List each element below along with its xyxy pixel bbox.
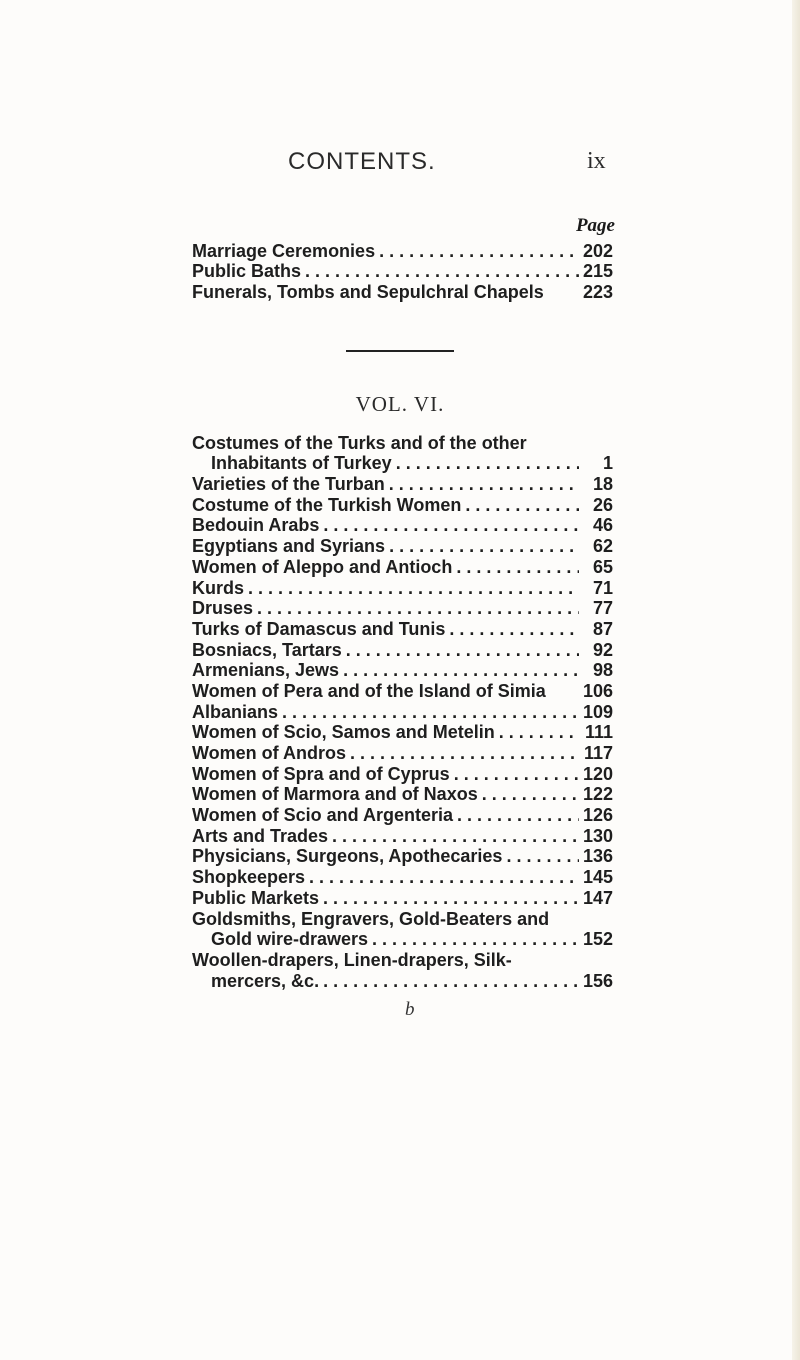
contents-list-volume-vi: [192, 432, 613, 991]
toc-entry-title: Physicians, Surgeons, Apothecaries: [192, 846, 503, 867]
dot-leader: [456, 557, 579, 577]
toc-entry: [192, 722, 613, 743]
dot-leader: [457, 805, 579, 825]
dot-leader: [499, 722, 579, 742]
toc-entry-page: 223: [582, 282, 613, 303]
page-column-heading: Page: [575, 215, 615, 236]
toc-entry-title: Goldsmiths, Engravers, Gold-Beaters and: [192, 908, 550, 929]
toc-entry-title: Egyptians and Syrians: [192, 536, 386, 557]
toc-entry: [192, 866, 613, 887]
toc-entry-page: 26: [592, 494, 613, 515]
toc-entry: [192, 680, 613, 701]
toc-entry: [192, 240, 613, 261]
dot-leader: [257, 598, 579, 618]
dot-leader: [396, 453, 579, 473]
toc-entry-page: 202: [582, 240, 613, 261]
toc-entry-line: [192, 432, 613, 453]
dot-leader: [389, 536, 579, 556]
toc-entry-title: Armenians, Jews: [192, 660, 340, 681]
dot-leader: [454, 764, 579, 784]
dot-leader: [372, 929, 579, 949]
toc-entry-title: Druses: [192, 598, 254, 619]
toc-entry-title: Women of Aleppo and Antioch: [192, 556, 453, 577]
toc-entry-page: 46: [592, 515, 613, 536]
volume-heading: VOL. VI.: [355, 392, 445, 416]
toc-entry-title: Bedouin Arabs: [192, 515, 320, 536]
toc-entry: [192, 281, 613, 302]
toc-entry-line: [192, 908, 613, 929]
toc-entry: [192, 494, 613, 515]
page-edge: [792, 0, 800, 1360]
dot-leader: [343, 660, 579, 680]
toc-entry: [192, 535, 613, 556]
page-title: CONTENTS.: [288, 148, 436, 175]
toc-entry: [192, 742, 613, 763]
dot-leader: [346, 640, 579, 660]
toc-entry: [192, 763, 613, 784]
toc-entry-page: 98: [592, 660, 613, 681]
dot-leader: [305, 261, 579, 281]
toc-entry-title: Arts and Trades: [192, 825, 329, 846]
toc-entry-title: Women of Andros: [192, 743, 346, 763]
toc-entry-page: 92: [592, 639, 613, 660]
dot-leader: [323, 971, 579, 991]
toc-entry: [192, 970, 613, 991]
page-number: ix: [587, 148, 606, 174]
toc-entry-title: Public Markets: [192, 887, 320, 908]
signature-mark: b: [405, 999, 415, 1020]
toc-entry: [192, 784, 613, 805]
dot-leader: [248, 578, 579, 598]
toc-entry-page: 120: [582, 763, 613, 784]
toc-entry: [192, 556, 613, 577]
toc-entry-page: 117: [583, 743, 613, 763]
toc-entry: [192, 825, 613, 846]
toc-entry-title-continued: Inhabitants of Turkey: [211, 453, 392, 474]
toc-entry-page: 71: [592, 577, 613, 598]
toc-entry-title: Women of Pera and of the Island of Simia: [192, 680, 546, 701]
toc-entry-page: 136: [582, 846, 613, 867]
toc-entry-line: [192, 949, 613, 970]
dot-leader: [379, 241, 579, 261]
dot-leader: [482, 784, 579, 804]
toc-entry: [192, 846, 613, 867]
toc-entry: [192, 598, 613, 619]
toc-entry-title: Costume of the Turkish Women: [192, 494, 462, 515]
toc-entry-page: 147: [582, 887, 613, 908]
dot-leader: [350, 743, 579, 763]
toc-entry-title: Public Baths: [192, 261, 302, 282]
dot-leader: [465, 495, 579, 515]
toc-entry: [192, 929, 613, 950]
toc-entry-title-continued: mercers, &c.: [211, 970, 320, 991]
toc-entry-title: Woollen-drapers, Linen-drapers, Silk-: [192, 949, 512, 970]
toc-entry: [192, 804, 613, 825]
toc-entry-title: Marriage Ceremonies: [192, 240, 376, 261]
dot-leader: [389, 474, 579, 494]
dot-leader: [309, 867, 579, 887]
toc-entry-page: 87: [592, 618, 613, 639]
toc-entry-page: 65: [592, 556, 613, 577]
toc-entry-title: Varieties of the Turban: [192, 474, 385, 495]
toc-entry: [192, 261, 613, 282]
toc-entry: [192, 660, 613, 681]
toc-entry-page: 77: [592, 598, 613, 619]
toc-entry: [192, 473, 613, 494]
dot-leader: [506, 846, 579, 866]
toc-entry-page: 109: [582, 701, 613, 722]
toc-entry-title: Women of Scio, Samos and Metelin: [192, 722, 495, 743]
toc-entry-page: 111: [584, 722, 613, 743]
toc-entry-title: Kurds: [192, 577, 245, 598]
toc-entry-title: Women of Spra and of Cyprus: [192, 763, 450, 784]
toc-entry-page: 62: [592, 536, 613, 557]
toc-entry-page: 106: [582, 680, 613, 701]
toc-entry-title: Turks of Damascus and Tunis: [192, 618, 446, 639]
toc-entry: [192, 701, 613, 722]
dot-leader: [323, 888, 579, 908]
toc-entry: [192, 577, 613, 598]
toc-entry-title: Bosniacs, Tartars: [192, 639, 342, 660]
toc-entry-page: 126: [582, 805, 613, 826]
toc-entry: [192, 453, 613, 474]
toc-entry-page: 130: [582, 825, 613, 846]
section-divider-rule: [346, 350, 454, 352]
toc-entry-title: Women of Scio and Argenteria: [192, 805, 454, 826]
toc-entry-page: 156: [582, 970, 613, 991]
toc-entry-page: 215: [582, 261, 613, 282]
running-head: [0, 148, 800, 188]
toc-entry-page: 122: [582, 784, 613, 805]
toc-entry-page: 145: [582, 867, 613, 888]
toc-entry-title: Shopkeepers: [192, 867, 306, 888]
toc-entry: [192, 887, 613, 908]
contents-list-previous-volume: [192, 240, 613, 302]
toc-entry: [192, 515, 613, 536]
dot-leader: [332, 826, 579, 846]
toc-entry-page: 18: [592, 474, 613, 495]
dot-leader: [282, 702, 579, 722]
dot-leader: [323, 515, 579, 535]
dot-leader: [449, 619, 579, 639]
toc-entry-title: Women of Marmora and of Naxos: [192, 784, 478, 805]
toc-entry-page: 152: [582, 929, 613, 950]
toc-entry-title-continued: Gold wire-drawers: [211, 929, 369, 950]
toc-entry-title: Albanians: [192, 701, 279, 722]
toc-entry: [192, 618, 613, 639]
toc-entry: [192, 639, 613, 660]
toc-entry-title: Costumes of the Turks and of the other: [192, 432, 527, 453]
toc-entry-page: 1: [602, 453, 613, 474]
toc-entry-title: Funerals, Tombs and Sepulchral Chapels: [192, 282, 544, 303]
